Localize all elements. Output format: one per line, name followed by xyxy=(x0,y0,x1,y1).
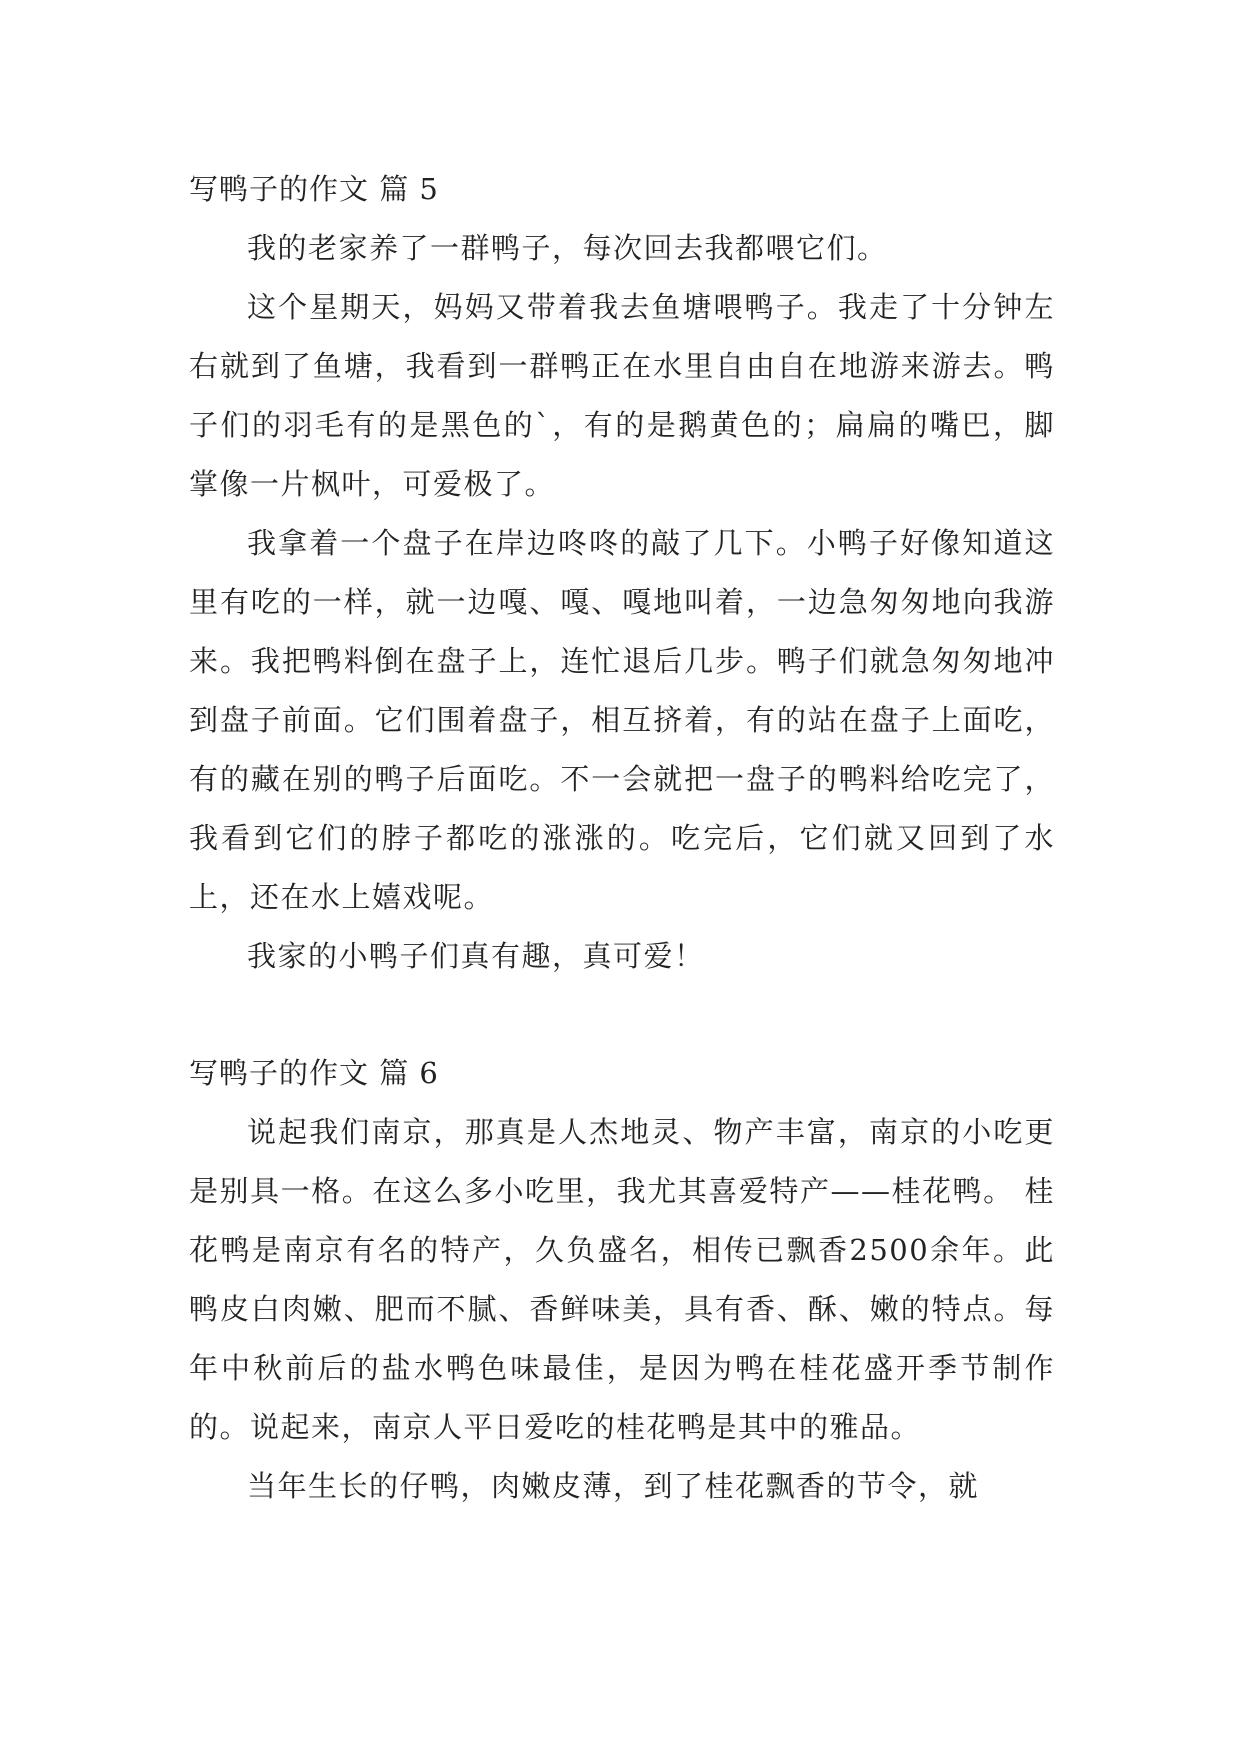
paragraph: 我拿着一个盘子在岸边咚咚的敲了几下。小鸭子好像知道这里有吃的一样，就一边嘎、嘎、嘎地叫着，一边急匆匆地向我游来。我把鸭料倒在盘子上，连忙退后几步。鸭子们就急匆匆地冲到盘子前面。它们围着盘子，相互挤着，有的站在盘子上面吃，有的藏在别的鸭子后面吃。不一会就把一盘子的鸭料给吃完了，我看到它们的脖子都吃的涨涨的。吃完后，它们就又回到了水上，还在水上嬉戏呢。 xyxy=(189,526,1055,914)
essay-section-6 xyxy=(189,1044,1055,1516)
paragraph: 我家的小鸭子们真有趣，真可爱！ xyxy=(247,939,705,973)
essay-section-5 xyxy=(189,160,1055,986)
section-gap xyxy=(189,986,1055,1044)
section-title: 写鸭子的作文 篇 6 xyxy=(189,1056,439,1090)
paragraph: 说起我们南京，那真是人杰地灵、物产丰富，南京的小吃更是别具一格。在这么多小吃里，我尤其喜爱特产——桂花鸭。 桂花鸭是南京有名的特产，久负盛名，相传已飘香2500余年。此鸭皮白肉嫩、肥而不腻、香鲜味美，具有香、酥、嫩的特点。每年中秋前后的盐水鸭色味最佳，是因为鸭在桂花盛开季节制作的。说起来，南京人平日爱吃的桂花鸭是其中的雅品。 xyxy=(189,1115,1055,1444)
paragraph: 我的老家养了一群鸭子，每次回去我都喂它们。 xyxy=(247,231,888,265)
paragraph: 当年生长的仔鸭，肉嫩皮薄，到了桂花飘香的节令，就 xyxy=(247,1469,980,1503)
document-page xyxy=(189,160,1055,1516)
paragraph: 这个星期天，妈妈又带着我去鱼塘喂鸭子。我走了十分钟左右就到了鱼塘，我看到一群鸭正在水里自由自在地游来游去。鸭子们的羽毛有的是黑色的`，有的是鹅黄色的；扁扁的嘴巴，脚掌像一片枫叶，可爱极了。 xyxy=(189,290,1055,501)
section-title: 写鸭子的作文 篇 5 xyxy=(189,172,439,206)
